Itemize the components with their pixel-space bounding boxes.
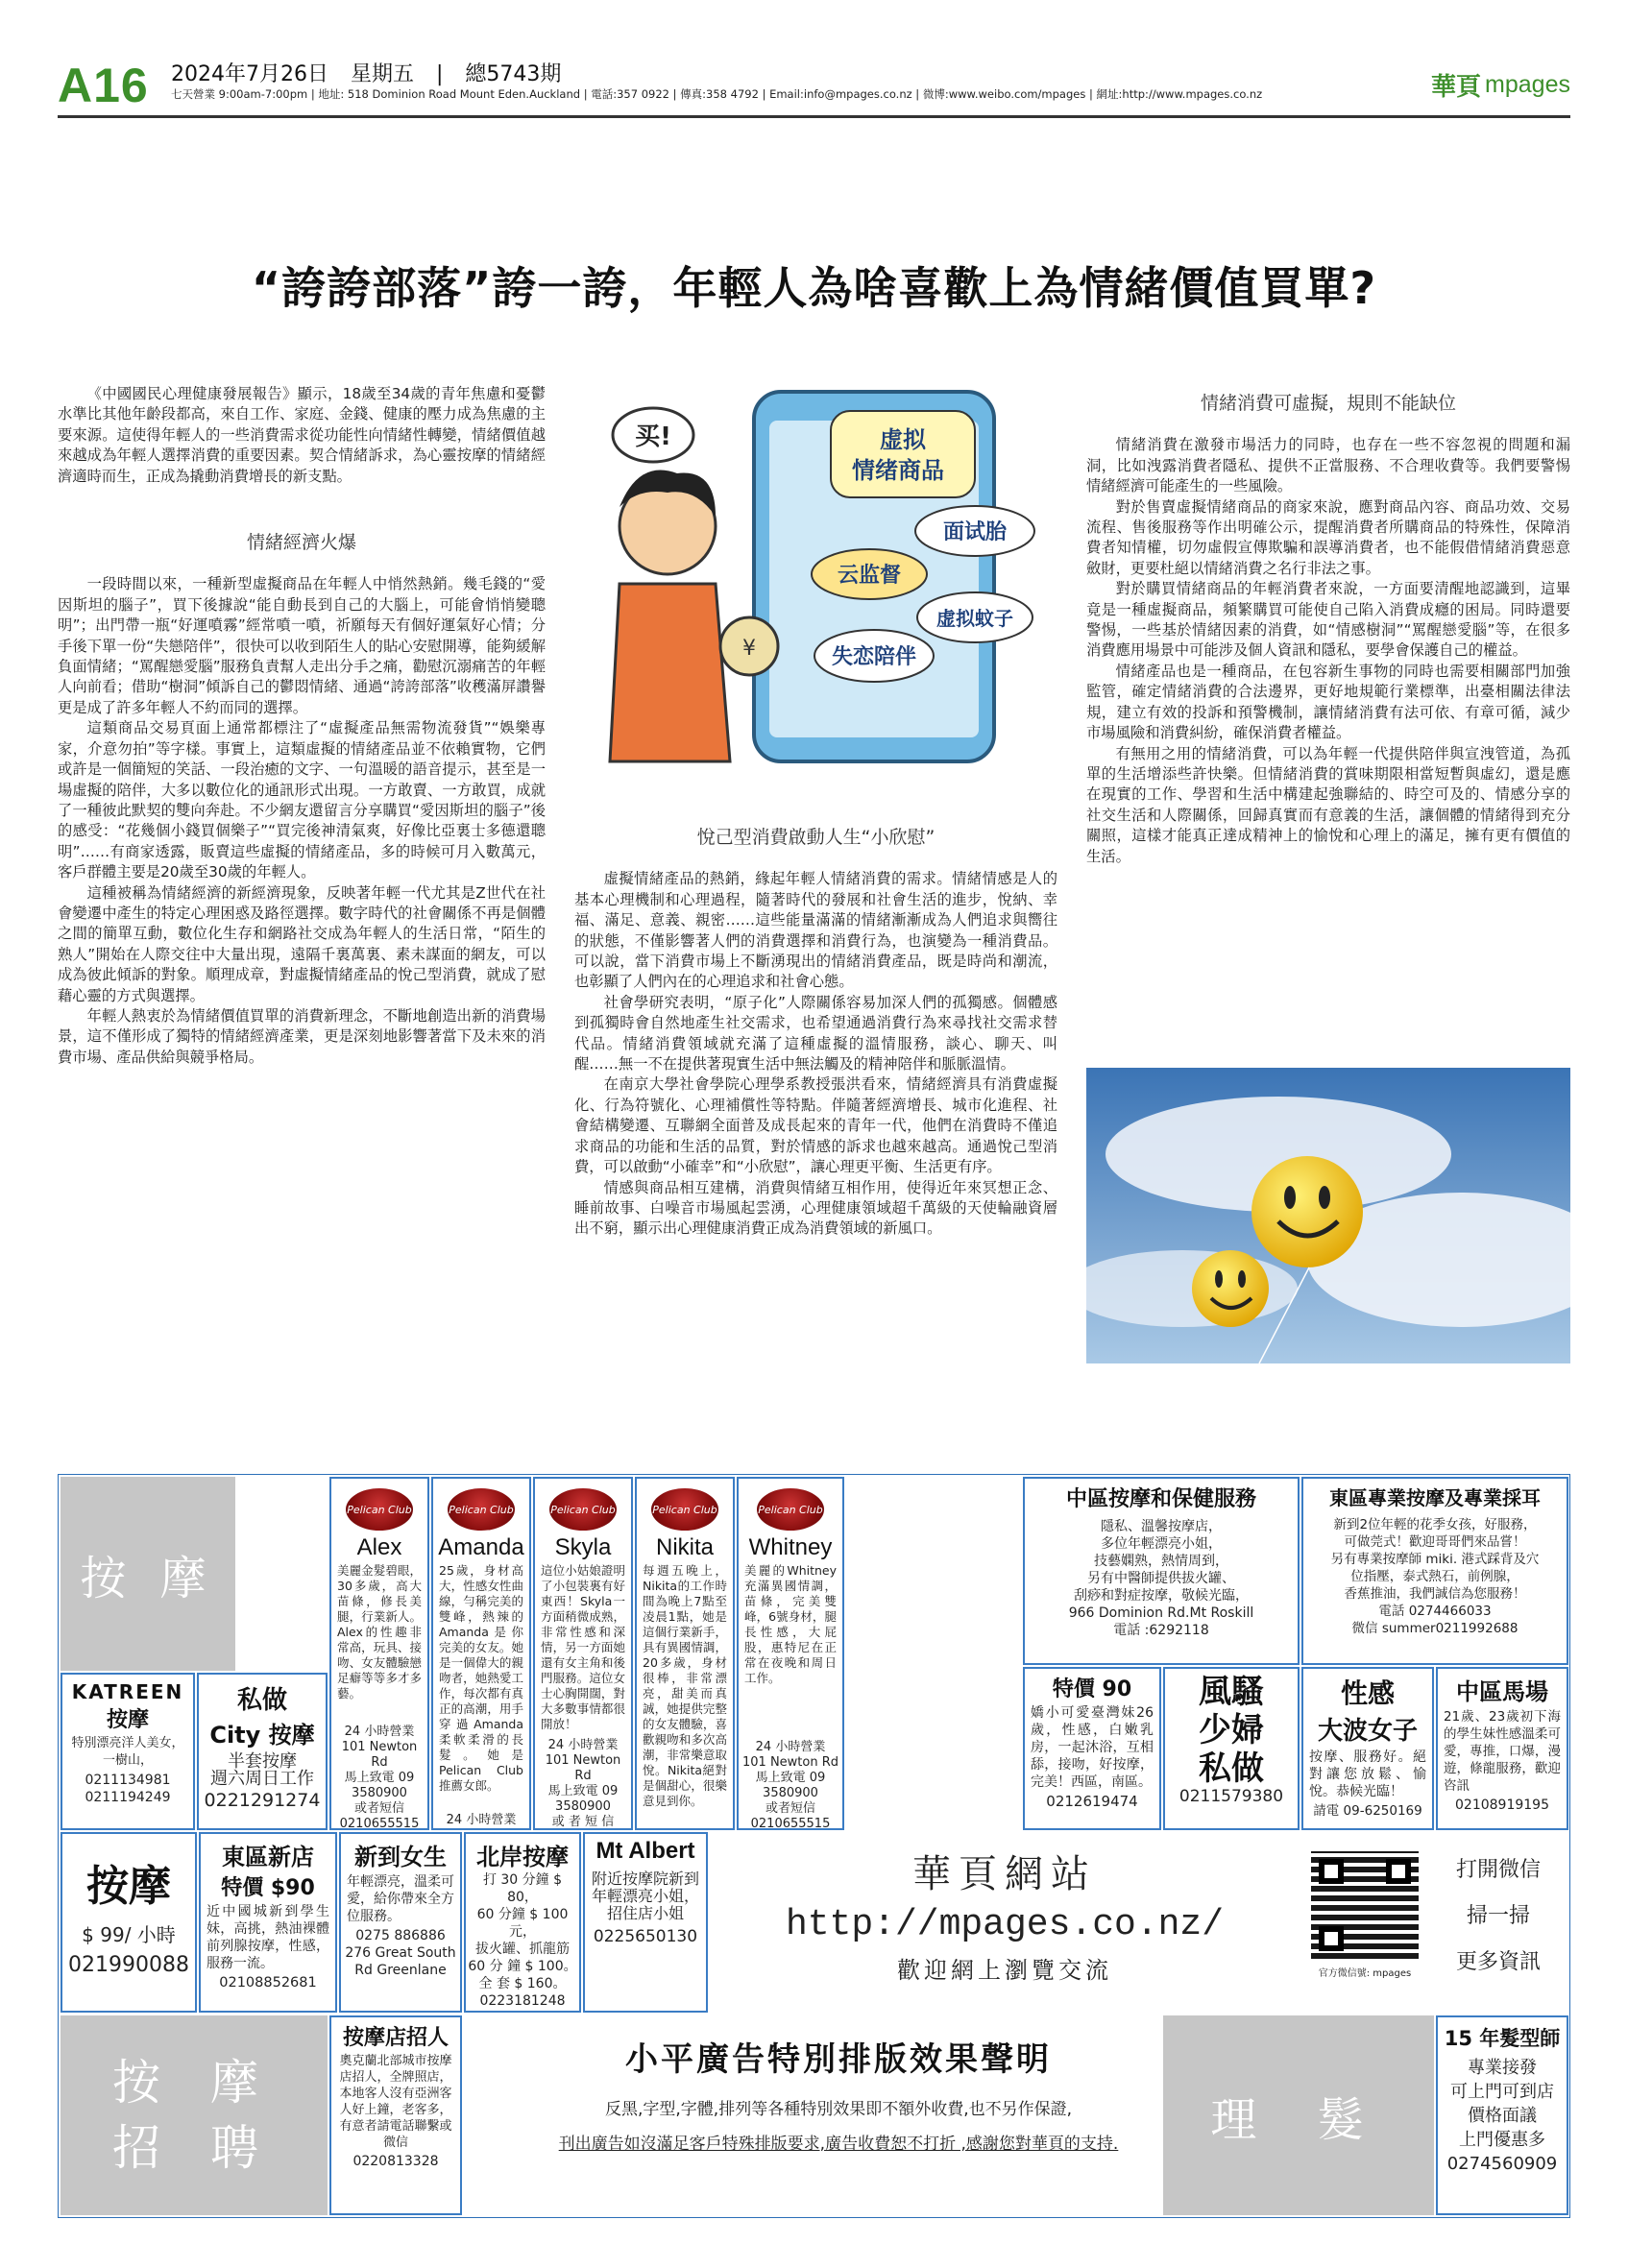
ad-line: 反黑,字型,字體,排列等各種特別效果即不額外收費,也不另作保證,	[604, 2100, 1073, 2119]
ad-line: 年輕漂亮小姐，	[591, 1887, 699, 1905]
bubble-text: 情绪商品	[852, 457, 944, 484]
paragraph: 有無用之用的情緒消費，可以為年輕一代提供陪伴與宣洩管道，為孤單的生活增添些許快樂。但情緒消費的賞味期限相當短暫與虛幻，還是應在現實的工作、學習和生活中構建起強聯結的、時空可及的、情感分享的社交生活和人際關係，回歸真實而有意義的生活，讓個體的情緒得到充分關照，這樣才能真正達成精神上的愉悅和心理上的滿足，擁有更有價值的生活。	[1086, 744, 1570, 865]
ad-line: 新到2位年輕的花季女孩，好服務，	[1333, 1517, 1537, 1532]
ad-pelican-skyla	[533, 1477, 633, 1830]
ad-line: 拔火罐、抓龍筋	[475, 1942, 570, 1957]
header-issue: 總5743期	[465, 62, 562, 86]
ad-massage-99	[61, 1832, 197, 2013]
ad-title: 東區專業按摩及專業採耳	[1329, 1486, 1541, 1509]
category-label: 按 摩	[112, 2055, 276, 2111]
ad-central-massage	[1023, 1477, 1300, 1665]
ad-description: 這位小姑娘證明了小包裝裏有好東西！Skyla一方面稍微成熟，非常性感和深情，另一方面她還有女主角和後門服務。這位女士心胸開闊，對大多數事情都很開放！	[541, 1563, 625, 1731]
category-label: 招 聘	[112, 2120, 276, 2176]
ad-address: Rd Greenlane	[354, 1963, 447, 1978]
escort-name: Nikita	[655, 1534, 714, 1560]
ad-line: 附近按摩院新到	[591, 1870, 699, 1888]
ad-phone: 0274560909	[1446, 2154, 1558, 2174]
ad-line: 隱私、溫馨按摩店，	[1101, 1519, 1222, 1534]
bubble-text: 虚拟	[880, 426, 926, 453]
ad-layout-notice	[464, 2015, 1213, 2215]
ad-line: 專業接發	[1468, 2058, 1537, 2078]
ad-title: 東區新店	[222, 1844, 314, 1870]
page-header	[58, 56, 1570, 111]
ad-description: 近中國城新到學生妹，高挑，熱油裸體前列腺按摩，性感，服務一流。	[207, 1904, 329, 1971]
ad-shop-recruit	[329, 2015, 462, 2215]
ad-description: 25歲，身材高大，性感女性曲線，勻稱完美的雙峰，熱辣的Amanda是你完美的女友。她是一個偉大的親吻者，她熱愛工作，每次都有真正的高潮，用手穿過Amanda柔軟柔滑的長髮。她是Pelican Club推薦女郎。	[439, 1563, 523, 1793]
ad-katreen	[61, 1673, 195, 1830]
man-body	[610, 584, 730, 761]
ad-phone: 0211134981	[85, 1773, 171, 1788]
ad-central-racecourse	[1436, 1667, 1568, 1830]
escort-name: Alex	[356, 1534, 402, 1560]
intro-paragraph: 《中國國民心理健康發展報告》顯示，18歲至34歲的青年焦慮和憂鬱水準比其他年齡段都高，來自工作、家庭、金錢、健康的壓力成為焦慮的主要來源。這使得年輕人的一些消費需求從功能性向情緒性轉變，情緒價值越來越成為年輕人選擇消費的重要因素。契合情緒訴求，為心靈按摩的情緒經濟適時而生，正成為撬動消費增長的新支點。	[58, 385, 546, 485]
ad-mobile: 0210655515	[750, 1817, 831, 1830]
header-rule	[58, 115, 1570, 118]
ad-phone: 0225650130	[593, 1927, 698, 1946]
ad-line: 60 分 鐘 $ 100。	[468, 1959, 577, 1974]
ad-description: 美麗的Whitney充滿異國情調，苗條，完美雙峰，6號身材，腿長性感，大屁股，惠特尼在正常在夜晚和周日工作。	[744, 1563, 837, 1685]
ad-east-new-shop	[199, 1832, 337, 2013]
ad-mobile: 0210655515	[339, 1817, 420, 1830]
ad-phone: 馬上致電 09 3580900	[344, 1771, 415, 1800]
website-url-link[interactable]: http://mpages.co.nz/	[785, 1904, 1225, 1945]
article-headline: “誇誇部落”誇一誇，年輕人為啥喜歡上為情緒價值買單?	[251, 262, 1377, 314]
ad-address: 101 Newton Rd	[742, 1755, 839, 1770]
ad-phone: 0211579380	[1178, 1787, 1284, 1806]
bubble-text: 失恋陪伴	[831, 645, 917, 669]
pelican-club-logo: Pelican Club	[651, 1488, 718, 1531]
escort-name: Skyla	[554, 1534, 612, 1560]
wechat-line: 掃一掃	[1466, 1904, 1530, 1928]
ad-title: 性感	[1340, 1677, 1395, 1709]
ad-phone: 0223181248	[479, 1993, 566, 2009]
ad-line: 價格面議	[1468, 2106, 1537, 2126]
header-weekday: 星期五	[350, 62, 414, 86]
ad-description: 嬌小可愛臺灣妹26歲，性感，白嫩乳房，一起沐浴，互相舔，接吻，好按摩，完美！西區，南區。	[1031, 1705, 1154, 1790]
ad-wechat-qr	[1301, 1832, 1568, 2013]
qr-finder-icon	[1386, 1859, 1411, 1884]
ad-title: 私做	[236, 1686, 287, 1715]
ad-line: 週六周日工作	[210, 1769, 314, 1789]
ad-pelican-whitney	[737, 1477, 844, 1830]
category-haircut: 理 髮	[1163, 2015, 1434, 2215]
classified-ads-section	[58, 1474, 1570, 2218]
ad-mpages-website	[710, 1832, 1300, 2013]
paragraph: 情感與商品相互建構，消費與情緒互相作用，使得近年來冥想正念、睡前故事、白噪音市場風起雲湧，心理健康領域超千萬級的天使輪融資層出不窮，顯示出心理健康消費正成為消費領域的新風口。	[574, 1178, 1057, 1238]
ad-pelican-nikita	[635, 1477, 735, 1830]
ad-description: 美麗金髮碧眼，30多歲，高大苗條，修長美腿，行業新人。Alex的性趣非常高，玩具、接吻、女友體驗戀足癖等等多才多藝。	[337, 1563, 422, 1701]
ad-line: 多位年輕漂亮小姐，	[1101, 1536, 1222, 1552]
ad-line: 半套按摩	[228, 1751, 297, 1772]
ad-title: 風騷	[1199, 1673, 1264, 1711]
ad-phone: 0212619474	[1046, 1793, 1138, 1810]
ad-pelican-amanda	[431, 1477, 531, 1830]
ad-title: 中區馬場	[1456, 1678, 1548, 1705]
paragraph: 虛擬情緒產品的熱銷，緣起年輕人情緒消費的需求。情緒情感是人的基本心理機制和心理過程，隨著時代的發展和社會生活的進步，悅納、幸福、滿足、意義、親密……這些能量滿滿的情緒漸漸成為人們追求與嚮往的狀態，不僅影響著人們的消費選擇和消費行為，也演變為一種消費品。可以說，當下消費市場上不斷湧現出的情緒消費產品，既是時尚和潮流，也彰顯了人們內在的心理追求和社會心態。	[574, 870, 1057, 991]
ad-address: 276 Great South	[345, 1945, 456, 1961]
balloon-eye	[1238, 1270, 1246, 1288]
ad-address: 966 Dominion Rd.Mt Roskill	[1068, 1605, 1254, 1621]
ad-line: 上門優惠多	[1459, 2130, 1545, 2150]
escort-name: Whitney	[748, 1534, 833, 1560]
ad-address: 101 Newton Rd	[341, 1740, 418, 1770]
bubble-text: 云监督	[837, 564, 902, 588]
ad-phone: 馬上致電 09 3580900	[547, 1784, 619, 1814]
page-number: A16	[58, 59, 149, 112]
ad-line: 位指壓，泰式熱石，前例腺，	[1350, 1569, 1519, 1584]
article-column-left	[58, 384, 546, 1068]
qr-finder-icon	[1319, 1859, 1344, 1884]
ad-subtitle: 大波女子	[1317, 1717, 1418, 1746]
ad-phone: 02108919195	[1455, 1798, 1549, 1813]
ad-phone: 馬上致電 09 3580900	[755, 1771, 826, 1800]
ad-line: 另有中醫師提供拔火罐、	[1087, 1571, 1235, 1586]
ad-title: 北岸按摩	[476, 1844, 569, 1870]
ad-description: 奧克蘭北部城市按摩店招人，全牌照店，本地客人沒有亞洲客人好上鐘，老客多，有意者請電話聯繫或微信	[339, 2054, 452, 2150]
ad-address	[433, 1828, 529, 1830]
ad-hair-stylist	[1436, 2015, 1568, 2215]
paragraph: 在南京大學社會學院心理學系教授張洪看來，情緒經濟具有消費虛擬化、行為符號化、心理補償性等特點。伴隨著經濟增長、城市化進程、社會結構變遷、互聯網全面普及成長起來的青年一代，他們在消費時不僅追求商品的功能和生活的品質，對於情感的訴求也越來越高。通過悅己型消費，可以啟動“小確幸”和“小欣慰”，讓心理更平衡、生活更有序。	[574, 1075, 1057, 1176]
ad-subtitle: 特價 $90	[221, 1876, 315, 1900]
ad-subtitle: City 按摩	[209, 1722, 315, 1749]
escort-name: Amanda	[438, 1534, 524, 1560]
ad-description: 按摩、服務好。絕對讓您放鬆、愉悅。恭候光臨！	[1309, 1749, 1426, 1799]
balloon-eye	[1284, 1186, 1296, 1209]
ad-subtitle: 按摩	[106, 1708, 149, 1732]
pelican-club-logo: Pelican Club	[757, 1488, 824, 1531]
paragraph: 社會學研究表明，“原子化”人際關係容易加深人們的孤獨感。個體感到孤獨時會自然地產生社交需求，也希望通過消費行為來尋找社交需求替代品。情緒消費領域就充滿了這種虛擬的溫情服務，談心、聊天、叫醒……無一不在提供著現實生活中無法觸及的精神陪伴和脈脈溫情。	[574, 993, 1057, 1074]
header-separator: |	[436, 62, 444, 86]
ad-title: 按摩	[86, 1862, 171, 1911]
paragraph: 對於購買情緒商品的年輕消費者來說，一方面要清醒地認識到，這畢竟是一種虛擬商品，頻繁購買可能使自己陷入消費成癮的困局。同時還要警惕，一些基於情緒因素的消費，如“情感樹洞”“罵醒戀愛腦”等，在很多消費應用場景中可能涉及個人資訊和隱私，要學會保護自己的權益。	[1086, 580, 1570, 660]
header-date: 2024年7月26日	[171, 62, 328, 86]
ad-line: 可上門可到店	[1450, 2082, 1554, 2102]
ad-title: 華頁網站	[912, 1852, 1097, 1896]
money-symbol: ¥	[742, 637, 756, 661]
qr-finder-icon	[1319, 1926, 1344, 1951]
ad-mt-albert	[583, 1832, 708, 2013]
paragraph: 情緒消費在激發市場活力的同時，也存在一些不容忽視的問題和漏洞，比如洩露消費者隱私、提供不正當服務、不合理收費等。我們要警惕情緒經濟可能產生的一些風險。	[1086, 436, 1570, 495]
smiley-balloon-photo	[1086, 1068, 1570, 1363]
ad-phone: 02108852681	[219, 1975, 317, 1991]
logo-chinese: 華頁	[1431, 72, 1482, 102]
ad-line: 打 30 分鐘 $ 80，	[482, 1872, 563, 1905]
ad-line: 刮痧和對症按摩，敬候光臨，	[1074, 1588, 1249, 1604]
cartoon-illustration	[581, 382, 1052, 766]
ad-line: 60 分鐘 $ 100 元，	[476, 1907, 569, 1940]
category-massage: 按 摩	[61, 1477, 235, 1671]
ad-description: 每週五晚上，Nikita的工作時間為晚上7點至凌晨1點，她是這個行業新手，具有異國情調，20多歲，身材很棒，非常漂亮，甜美而真誠，她提供完整的女友體驗，喜歡親吻和多次高潮，非常樂意取悅。Nikita絕對是個甜心，很樂意見到你。	[643, 1563, 727, 1808]
ad-phone: 0221291274	[204, 1790, 321, 1811]
ad-seductive-lady	[1163, 1667, 1300, 1830]
ad-title: 新到女生	[354, 1844, 447, 1870]
article-column-middle	[574, 828, 1057, 1240]
ad-line: 招住店小姐	[606, 1904, 684, 1922]
ad-title: 私做	[1199, 1749, 1264, 1788]
ad-title: 按摩店招人	[342, 2026, 449, 2050]
ad-phone: 021990088	[68, 1953, 189, 1977]
ad-phone: 電話 :6292118	[1113, 1623, 1209, 1638]
wechat-line: 更多資訊	[1455, 1950, 1541, 1974]
ad-special-90	[1023, 1667, 1161, 1830]
ad-hours: 24 小時營業	[755, 1740, 826, 1754]
ad-description: 特別漂亮洋人美女，一樹山，	[71, 1736, 184, 1768]
bubble-text: 虚拟蚊子	[936, 607, 1013, 630]
header-dateline	[171, 58, 576, 87]
ad-title: 中區按摩和保健服務	[1065, 1487, 1256, 1511]
ad-hours: 24 小時營業	[446, 1813, 517, 1827]
subheading-rules: 情緒消費可虛擬，規則不能缺位	[1200, 393, 1456, 414]
balloon-eye	[1319, 1186, 1330, 1209]
ad-pelican-alex	[329, 1477, 429, 1830]
ad-title: 15 年髮型師	[1444, 2027, 1561, 2050]
ad-private-city	[197, 1673, 328, 1830]
ad-hours: 24 小時營業	[344, 1725, 415, 1739]
ad-title: 少婦	[1199, 1711, 1264, 1749]
paragraph: 這類商品交易頁面上通常都標注了“虛擬產品無需物流發貨”“娛樂專家，介意勿拍”等字樣。事實上，這類虛擬的情緒產品並不依賴實物，它們或許是一個簡短的笑話、一段治癒的文字、一句溫暖的語音提示，甚至是一場虛擬的陪伴，大多以數位化的通訊形式出現。一方敢賣、一方敢買，成就了一種彼此默契的雙向奔赴。不少網友還留言分享購買“愛因斯坦的腦子”後的感受：“花幾個小錢買個樂子”“買完後神清氣爽，好像比亞裏士多德還聰明”……有商家透露，販賣這些虛擬的情緒產品，多的時候可月入數萬元，客戶群體主要是20歲至30歲的年輕人。	[58, 719, 546, 881]
ad-east-massage-ear	[1301, 1477, 1568, 1665]
balloon-eye	[1215, 1270, 1223, 1288]
ad-phone: 電話 0274466033	[1378, 1604, 1492, 1619]
article-column-right	[1086, 394, 1570, 867]
ad-address: 101 Newton Rd	[545, 1753, 621, 1783]
paragraph: 這種被稱為情緒經濟的新經濟現象，反映著年輕一代尤其是Z世代在社會變遷中產生的特定心理困惑及路徑選擇。數字時代的社會關係不再是個體之間的簡單互動，數位化生存和網路社交成為年輕人的生活日常，“陌生的熟人”開始在人際交往中大量出現，遠隔千裏萬裏、素未謀面的網友，可以成為彼此傾訴的對象。順理成章，對虛擬情緒產品的悅己型消費，就成了慰藉心靈的方式與選擇。	[58, 883, 546, 1004]
pelican-club-logo: Pelican Club	[346, 1488, 413, 1531]
ad-price: $ 99/ 小時	[82, 1923, 176, 1946]
smiley-balloon	[1251, 1156, 1363, 1267]
ad-line: 可做莞式！歡迎哥哥們來品嘗！	[1344, 1534, 1526, 1550]
wechat-line: 打開微信	[1455, 1858, 1541, 1882]
pelican-club-logo: Pelican Club	[549, 1488, 617, 1531]
ad-phone: 0211194249	[85, 1790, 171, 1805]
subheading-emotion-economy: 情緒經濟火爆	[246, 532, 356, 554]
paragraph: 情緒產品也是一種商品，在包容新生事物的同時也需要相關部門加強監管，確定情緒消費的合法邊界，更好地規範行業標準，出臺相關法律法規，建立有效的投訴和預警機制，讓情緒消費有法可依、有章可循，減少市場風險和消費糾紛，確保消費者權益。	[1086, 662, 1570, 742]
ad-title: Mt Albert	[595, 1838, 695, 1864]
ad-hours: 24 小時營業	[547, 1738, 619, 1752]
ad-phone: 請電 09-6250169	[1313, 1803, 1422, 1819]
qr-caption: 官方微信號: mpages	[1318, 1968, 1412, 1979]
ad-title: KATREEN	[71, 1680, 184, 1703]
ad-line: 歡迎網上瀏覽交流	[897, 1957, 1112, 1984]
ad-phone: 0220813328	[352, 2154, 439, 2169]
ad-line: 技藝嫻熟，熱情周到，	[1094, 1554, 1228, 1569]
ad-title: 特價 90	[1052, 1677, 1132, 1701]
ad-sms-label: 或 者 短 信	[551, 1815, 615, 1829]
paragraph: 年輕人熱衷於為情緒價值買單的消費新理念，不斷地創造出新的消費場景，這不僅形成了獨特的情緒經濟產業，更是深刻地影響著當下及未來的消費市場、產品供給與競爭格局。	[58, 1006, 546, 1066]
ad-line: 香蕉推油，我們誠信為您服務！	[1344, 1586, 1526, 1602]
ad-line: 全 套 $ 160。	[478, 1976, 567, 1991]
category-massage-recruit	[61, 2015, 328, 2215]
ad-sms-label: 或者短信	[765, 1801, 815, 1816]
ad-title: 小平廣告特別排版效果聲明	[625, 2040, 1052, 2079]
paragraph: 對於售賣虛擬情緒商品的商家來說，應對商品內容、商品功效、交易流程、售後服務等作出明確公示，提醒消費者所購商品的特殊性，保障消費者知情權，切勿虛假宣傳欺騙和誤導消費者，也不能假借情緒消費惡意斂財，更要杜絕以情緒消費之名行非法之事。	[1086, 497, 1570, 577]
ad-line: 刊出廣告如沒滿足客戶特殊排版要求,廣告收費恕不打折 ,感謝您對華頁的支持.	[558, 2135, 1119, 2154]
ad-new-girl	[339, 1832, 462, 2013]
ad-description: 21歲、23歲初下海的學生妹性感溫柔可愛，專推，口爆，漫遊，條龍服務，歡迎咨訊	[1444, 1709, 1561, 1794]
subheading-self-pleasing: 悅己型消費啟動人生“小欣慰”	[696, 827, 935, 848]
logo-english: mpages	[1485, 70, 1570, 98]
ad-description: 年輕漂亮，溫柔可愛，給你帶來全方位服務。	[347, 1874, 454, 1924]
header-contact-info: 七天營業 9:00am-7:00pm | 地址: 518 Dominion Road Mount Eden.Auckland | 電話:357 0922 | 傳真:358 4792 | Email:info@mpages.co.nz | 微博:www.weibo.com/mpages | 網址:http://www.mpages.co.nz	[171, 87, 1263, 101]
paragraph: 一段時間以來，一種新型虛擬商品在年輕人中悄然熱銷。幾毛錢的“愛因斯坦的腦子”，買下後據說“能自動長到自己的大腦上，可能會悄悄變聰明”；出門帶一瓶“好運噴霧”經常噴一噴，祈願每天有個好運氣好心情；分手後下單一份“失戀陪伴”，很快可以收到陌生人的貼心安慰開導，能夠緩解負面情緒；“罵醒戀愛腦”服務負責幫人走出分手之痛，勸慰沉溺痛苦的年輕人向前看；借助“樹洞”傾訴自己的鬱悶情緒、通過“誇誇部落”收穫滿屏讚譽更是成了許多年輕人不約而同的選擇。	[58, 575, 546, 716]
bubble-text: 面试胎	[942, 520, 1008, 544]
ad-sms-label: 或者短信	[353, 1801, 404, 1816]
ad-wechat: 微信 summer0211992688	[1351, 1621, 1519, 1636]
bubble-virtual	[831, 411, 975, 497]
smiley-balloon	[1192, 1250, 1269, 1327]
ad-sexy-lady	[1301, 1667, 1434, 1830]
ad-line: 另有專業按摩師 miki. 港式踩背及穴	[1330, 1552, 1540, 1567]
pelican-club-logo: Pelican Club	[448, 1488, 515, 1531]
mpages-logo	[1431, 65, 1570, 104]
ad-north-shore-massage	[464, 1832, 581, 2013]
ad-phone: 0275 886886	[355, 1928, 446, 1943]
speech-text: 买!	[635, 422, 671, 451]
